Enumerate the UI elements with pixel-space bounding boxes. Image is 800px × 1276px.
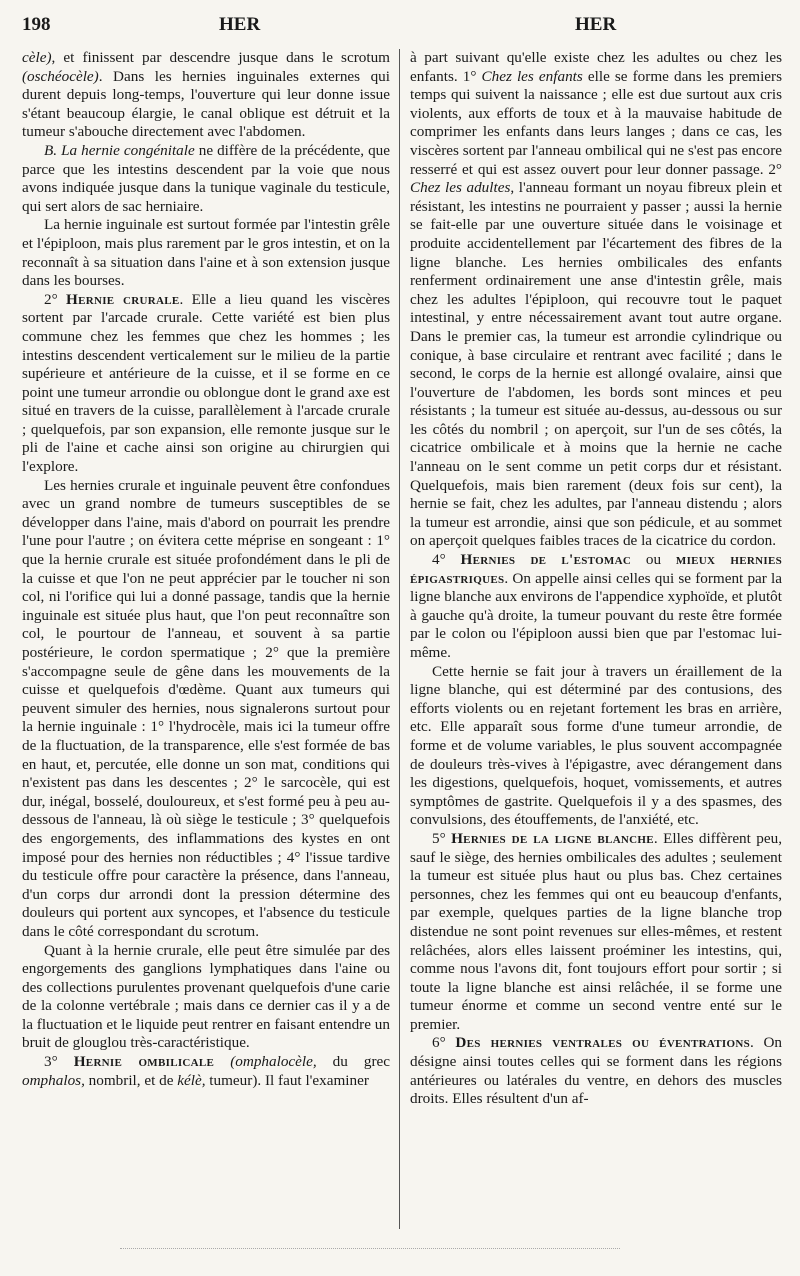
italic-text: Chez les adultes <box>410 179 511 197</box>
text-run: . On appelle ainsi celles qui se forment par la ligne blanche aux environs de l'appendice xyphoïde, et plutôt à gauche qu'à droite, la tumeur pouvant du reste être formée par le colon ou l'épiploon aussi bien que par l'estomac lui-même. <box>410 569 782 661</box>
text-run: Les hernies crurale et inguinale peuvent être confondues avec un grand nombre de tumeurs susceptibles de se développer dans l'aine, mais d'abord on pourrait les prendre l'une pour l'autre ; on évitera cette méprise en songeant : 1° que la hernie crurale est située profondément dans le pli de la cuisse et que l'on ne peut apprécier par le toucher ni son col, ni l'orifice qui lui a donné passage, tandis que la hernie inguinale est située plus haut, que l'on peut reconnaître son col, le pourtour de l'anneau, et souvent à sa partie postérieure, le cordon spermatique ; 2° que la première s'accompagne seule de gêne dans les mouvements de la cuisse et quelquefois d'œdème. Quant aux tumeurs qui peuvent simuler des hernies, nous signalerons surtout pour la hernie inguinale : 1° l'hydrocèle, mais ici la tumeur offre de la fluctuation, de la transparence, elle s'est formée de bas en haut, et, percutée, elle donne un son mat, conditions qui n'existent pas dans les descentes ; 2° le sarcocèle, qui est dur, inégal, bosselé, douloureux, et s'est formé peu à peu au-dessous de l'anneau, là où siège le testicule ; 3° quelquefois des engorgements, des inflammations des kystes en ont imposé pour des hernies non réductibles ; 4° l'issue tardive du testicule offre pour caractère la présence, dans l'anneau, d'un corps dur arrondi dont la pression détermine des douleurs qui portent aux syncopes, et l'absence du testicule dans le côté correspondant du scrotum. <box>22 476 390 940</box>
italic-text: (oschéocèle) <box>22 67 99 85</box>
paragraph <box>22 216 390 290</box>
italic-text: kélè, <box>177 1071 206 1089</box>
right-column <box>410 49 782 1109</box>
text-run: ne diffère de la précédente, que parce que les intestins descendent par la voie que nous avons indiquée jusque dans la tunique vaginale du testicule, qui sert alors de sac herniaire. <box>22 141 391 215</box>
column-divider <box>399 49 400 1229</box>
text-run: La hernie inguinale est surtout formée par l'intestin grêle et l'épiploon, mais plus rarement par le gros intestin, et on la reconnaît à sa situation dans l'aine et à son extension jusque dans les bourses. <box>22 216 390 290</box>
section-heading: Hernies de la ligne blanche <box>451 829 654 847</box>
paragraph <box>22 477 390 942</box>
paragraph <box>22 291 390 477</box>
running-head-left: HER <box>219 14 261 35</box>
left-column <box>22 49 390 1090</box>
paragraph <box>410 830 782 1035</box>
footer-rule <box>120 1248 620 1250</box>
italic-text: B. La hernie congénitale <box>44 141 195 159</box>
paragraph <box>410 551 782 663</box>
italic-text: cèle) <box>22 49 52 66</box>
paragraph <box>410 663 782 830</box>
text-run: du grec <box>316 1053 391 1071</box>
text-run: elle se forme dans les premiers temps qui suivent la naissance ; elle est due surtout aux cris violents, aux efforts de toux et à la mauvaise habitude de comprimer les enfants dans leurs langes ; dans ce cas, les viscères sortent par l'anneau ombilical qui ne s'est pas encore resserré et qui est assez ouvert pour leur donner passage. 2° <box>410 67 782 178</box>
running-head-right: HER <box>575 14 617 35</box>
text-run: 2° <box>44 290 66 308</box>
text-run: . Elles diffèrent peu, sauf le siège, des hernies ombilicales des adultes ; seulement la tumeur est située plus haut ou plus bas. Chez certaines personnes, chez les femmes qui ont eu beaucoup d'enfants, par exemple, quelques parties de la ligne blanche trop distendue ne sont point revenues sur elles-mêmes, et restent relâchées, alors elles laissent proéminer les intestins, qui, comme nous l'avons dit, font toujours effort pour sortir ; si toute la ligne blanche est ainsi relâchée, il se forme une tumeur énorme et comme un second ventre enté sur le premier. <box>410 829 782 1033</box>
text-run: tumeur). Il faut l'examiner <box>205 1071 369 1089</box>
paragraph <box>22 1053 390 1090</box>
paragraph <box>22 942 390 1054</box>
page-number: 198 <box>22 14 51 35</box>
text-run: 3° <box>44 1053 74 1071</box>
section-heading: Hernies de l'estomac <box>460 551 632 569</box>
paragraph <box>410 1034 782 1108</box>
page-header <box>22 14 786 38</box>
text-run: nombril, et de <box>84 1071 178 1089</box>
text-run: ou <box>631 551 676 569</box>
italic-text: (omphalocèle, <box>230 1053 317 1071</box>
text-run: . Dans les hernies inguinales externes qui durent depuis long-temps, l'ouverture qui leur donne issue s'étant beaucoup élargie, le canal oblique est détruit et la tumeur s'abouche directement avec l'abdomen. <box>22 67 390 141</box>
italic-text: omphalos, <box>22 1071 85 1089</box>
text-run <box>214 1053 230 1070</box>
italic-text: Chez les enfants <box>481 67 583 85</box>
text-run: 5° <box>432 829 452 847</box>
paragraph <box>22 49 390 142</box>
text-run: . On désigne ainsi toutes celles qui se forment dans les régions antérieures ou latérales du ventre, en dehors des muscles droits. Elles résultent d'un af- <box>410 1034 783 1108</box>
text-run: 6° <box>432 1034 456 1052</box>
paragraph <box>410 49 782 551</box>
text-run: , et finissent par descendre jusque dans le scrotum <box>51 49 390 66</box>
paragraph <box>22 142 390 216</box>
text-run: , l'anneau formant un noyau fibreux plein et résistant, les intestins ne pourraient y passer ; aussi la hernie se fait-elle par une ouverture située dans le voisinage et produite accidentellement par l'écartement des fibres de la ligne blanche. Les hernies ombilicales des enfants renferment ordinairement une anse d'intestin grêle, mais chez les adultes l'épiploon, qui recouvre tout le paquet intestinal, y entre nécessairement avant tout autre organe. Dans le premier cas, la tumeur est arrondie cylindrique ou conique, à base circulaire et rentrant avec facilité ; dans le second, le corps de la hernie est allongé ovalaire, ainsi que l'ouverture de l'abdomen, les bords sont minces et peu résistants ; la tumeur est située au-dessus, au-dessous ou sur les côtés du nombril ; on aperçoit, sur l'un de ses côtés, la cicatrice ombilicale et à moins que la hernie ne cache l'anneau on le sent comme un petit corps dur et résistant. Quelquefois, mais bien rarement (deux fois sur cent), la hernie se fait, chez les adultes, par l'anneau distendu ; alors la tumeur est arrondie, ainsi que son pédicule, et au sommet on aperçoit quelques faibles traces de la cicatrice du cordon. <box>410 179 782 550</box>
section-heading: Des hernies ventrales ou éventrations <box>455 1034 750 1052</box>
text-run: 4° <box>432 551 461 569</box>
text-run: Quant à la hernie crurale, elle peut être simulée par des engorgements des ganglions lymphatiques dans l'aine ou des collections purulentes provenant quelquefois d'une carie de la colonne vertébrale ; mais dans ce dernier cas il y a de la fluctuation et le liquide peut rentrer en faisant entendre un bruit de glouglou très-caractéristique. <box>22 941 390 1052</box>
text-run: Cette hernie se fait jour à travers un éraillement de la ligne blanche, qui est déterminé par des contusions, des efforts violents ou en rejetant fortement les bras en arrière, etc. Elle apparaît sous forme d'une tumeur arrondie, de forme et de volume variables, le plus souvent accompagnée de douleurs très-vives à l'épigastre, avec dérangement dans les digestions, quelquefois, hoquet, vomissements, et autres symptômes de gastrite. Quelquefois il y a des spasmes, des convulsions, des étouffements, de l'anxiété, etc. <box>410 662 782 829</box>
section-heading: Hernie crurale <box>65 290 180 308</box>
text-run: . Elle a lieu quand les viscères sortent par l'arcade crurale. Cette variété est bien plus commune chez les femmes que chez les hommes ; les intestins descendent verticalement sur le milieu de la partie supérieure et antérieure de la cuisse, et il se forme en ce point une tumeur arrondie ou oblongue dont le grand axe est situé en travers de la cuisse, parallèlement à l'arcade crurale ; quelquefois, par son expansion, elle remonte jusque sur le pli de l'aine et cache ainsi son origine au chirurgien qui l'explore. <box>22 290 391 476</box>
section-heading: Hernie ombilicale <box>73 1053 215 1071</box>
text-run: à part suivant qu'elle existe chez les adultes ou chez les enfants. 1° <box>410 49 782 85</box>
section-heading: mieux hernies épigastriques <box>410 551 783 587</box>
